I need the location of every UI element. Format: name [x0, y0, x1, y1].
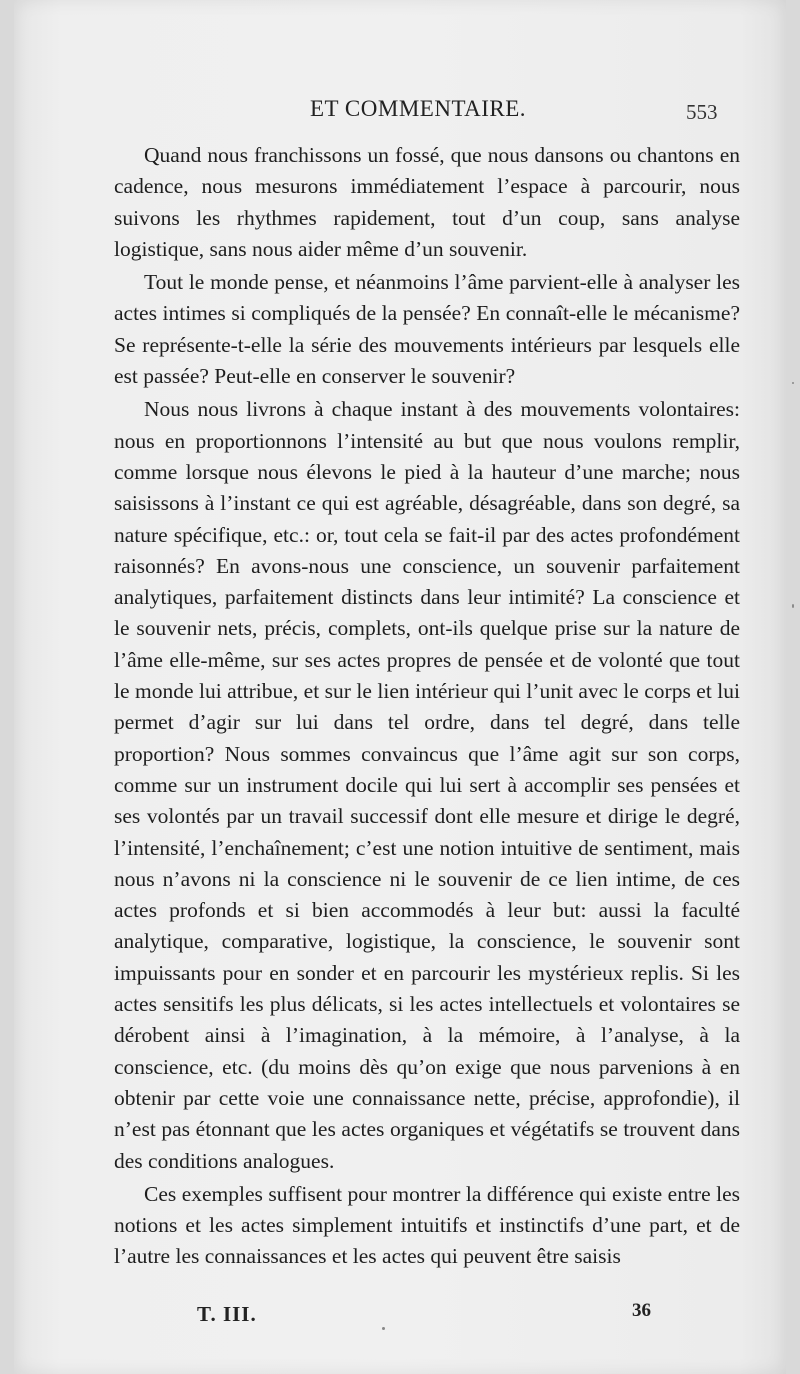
volume-mark: T. III. [197, 1302, 257, 1326]
paper-speck [382, 1327, 385, 1330]
book-page [14, 0, 786, 1374]
running-title: ET COMMENTAIRE. [310, 96, 527, 121]
signature-mark: 36 [632, 1300, 651, 1321]
page-header [14, 96, 786, 130]
paragraph-3: Nous nous livrons à chaque instant à des mouvements volontaires: nous en proportionnons l’intensité au but que nous voulons remplir, comme lorsque nous élevons le pied à la hauteur d’une marche; nous saisissons à l’instant ce qui est agréable, désagréable, dans son degré, sa nature spécifique, etc.: or, tout cela se fait-il par des actes profondément raisonnés? En avons-nous une conscience, un souvenir parfaitement analytiques, parfaitement distincts dans leur intimité? La conscience et le souvenir nets, précis, complets, ont-ils quelque prise sur la nature de l’âme elle-même, sur ses actes propres de pensée et de volonté que tout le monde lui attribue, et sur le lien intérieur qui l’unit avec le corps et lui permet d’agir sur lui dans tel ordre, dans tel degré, dans telle proportion? Nous sommes convaincus que l’âme agit sur son corps, comme sur un instrument docile qui lui sert à accomplir ses pensées et ses volontés par un travail successif dont elle mesure et dirige le degré, l’intensité, l’enchaînement; c’est une notion intuitive de sentiment, mais nous n’avons ni la conscience ni le souvenir de ce lien intime, de ces actes profonds et si bien accommodés à leur but: aussi la faculté analytique, comparative, logistique, la conscience, le souvenir sont impuissants pour en sonder et en parcourir les mystérieux replis. Si les actes sensitifs les plus délicats, si les actes intellectuels et volontaires se dérobent ainsi à l’imagination, à la mémoire, à l’analyse, à la conscience, etc. (du moins dès qu’on exige que nous parvenions à en obtenir par cette voie une connaissance nette, précise, approfondie), il n’est pas étonnant que les actes organiques et végétatifs se trouvent dans des conditions analogues. [114, 397, 740, 1173]
paper-speck [792, 604, 794, 608]
paragraph-1: Quand nous franchissons un fossé, que nous dansons ou chantons en cadence, nous mesurons immédiatement l’espace à parcourir, nous suivons les rhythmes rapidement, tout d’un coup, sans analyse logistique, sans nous aider même d’un souvenir. [114, 143, 740, 261]
paragraph-4: Ces exemples suffisent pour montrer la différence qui existe entre les notions et les actes simplement intuitifs et instinctifs d’une part, et de l’autre les connaissances et les actes qui peuvent être saisis [114, 1181, 740, 1269]
paragraph-2: Tout le monde pense, et néanmoins l’âme parvient-elle à analyser les actes intimes si compliqués de la pensée? En connaît-elle le mécanisme? Se représente-t-elle la série des mouvements intérieurs par lesquels elle est passée? Peut-elle en conserver le souvenir? [114, 270, 740, 389]
body-text [114, 140, 740, 1273]
page-number: 553 [686, 100, 718, 124]
page-footer [14, 1302, 786, 1332]
paper-speck [792, 382, 794, 384]
